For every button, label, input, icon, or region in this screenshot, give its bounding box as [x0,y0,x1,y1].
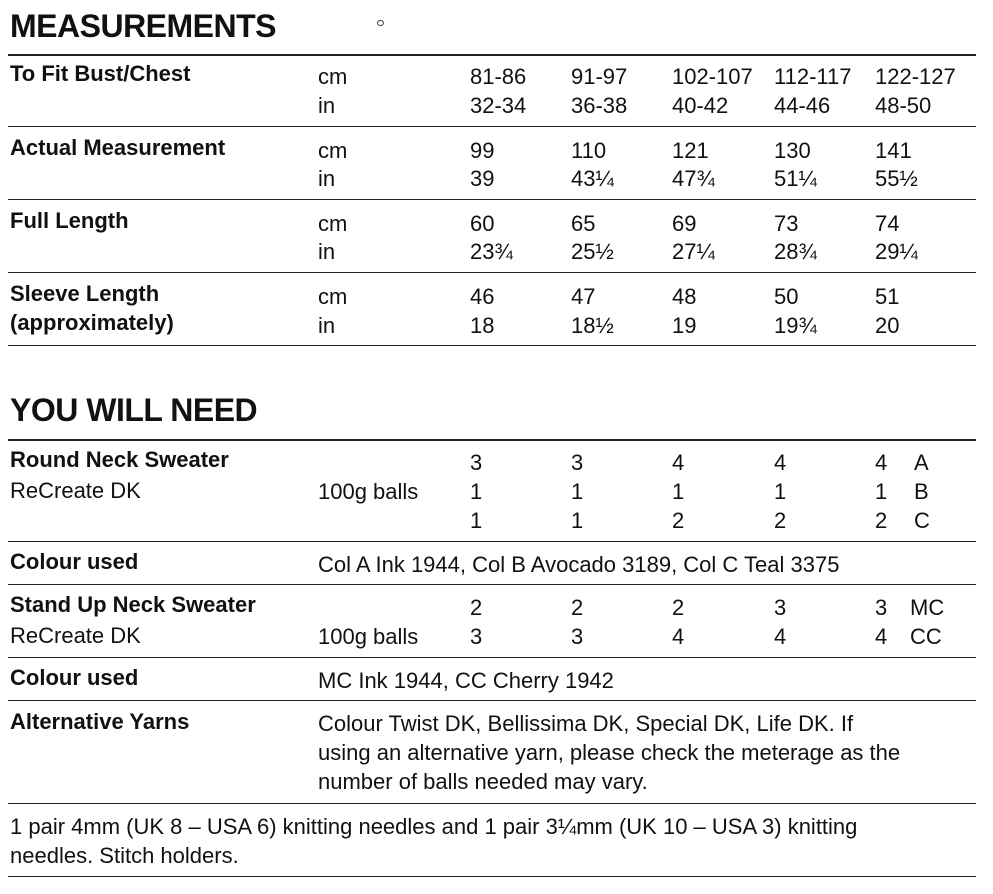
balls-B-size4: 1 [774,479,787,504]
balls-C-size1: 1 [470,508,483,533]
unit-cm: cm [318,211,348,236]
colour-code-MC: MC [910,595,945,620]
row-label: Sleeve Length [10,281,160,306]
round-neck-yarn: ReCreate DK [10,478,141,503]
value-cm-size5: 141 [875,138,912,163]
unit-in: in [318,93,336,118]
unit-cm: cm [318,138,348,163]
row-label: To Fit Bust/Chest [10,61,191,86]
value-cm-size2: 110 [571,138,607,163]
alternative-yarns-line-3: number of balls needed may vary. [318,769,648,794]
balls-MC-size1: 2 [470,595,483,620]
value-cm-size5: 51 [875,284,900,309]
value-in-size2: 18½ [571,313,614,338]
balls-CC-size4: 4 [774,624,787,649]
value-cm-size1: 46 [470,284,495,309]
value-cm-size1: 81-86 [470,64,527,89]
value-cm-size3: 102-107 [672,64,753,89]
value-in-size5: 55½ [875,166,918,191]
value-in-size1: 23¾ [470,239,513,264]
stand-neck-yarn: ReCreate DK [10,623,141,648]
balls-A-size2: 3 [571,450,584,475]
value-in-size2: 43¼ [571,166,614,191]
unit-in: in [318,313,336,338]
value-in-size5: 48-50 [875,93,932,118]
value-in-size1: 18 [470,313,495,338]
row-divider [8,657,976,658]
balls-CC-size1: 3 [470,624,483,649]
measurements-bottom-rule [8,345,976,346]
value-in-size4: 51¼ [774,166,817,191]
value-cm-size4: 50 [774,284,799,309]
balls-B-size5: 1 [875,479,888,504]
balls-B-size3: 1 [672,479,685,504]
value-cm-size2: 47 [571,284,596,309]
value-cm-size5: 122-127 [875,64,956,89]
balls-C-size4: 2 [774,508,787,533]
unit-in: in [318,239,336,264]
alternative-yarns-label: Alternative Yarns [10,709,190,734]
alternative-yarns-line-2: using an alternative yarn, please check the meterage as the [318,740,901,765]
balls-A-size3: 4 [672,450,685,475]
needles-line-2: needles. Stitch holders. [10,843,239,868]
value-in-size3: 40-42 [672,93,729,118]
value-cm-size3: 69 [672,211,697,236]
scan-speck [377,20,384,26]
value-cm-size1: 99 [470,138,495,163]
stand-neck-label: Stand Up Neck Sweater [10,592,256,617]
value-in-size3: 47¾ [672,166,715,191]
value-cm-size2: 91-97 [571,64,628,89]
row-divider [8,272,976,273]
balls-A-size4: 4 [774,450,787,475]
needles-line-1: 1 pair 4mm (UK 8 – USA 6) knitting needles and 1 pair 3¼mm (UK 10 – USA 3) knitting [10,814,858,839]
balls-C-size2: 1 [571,508,584,533]
value-cm-size1: 60 [470,211,495,236]
row-label-note: (approximately) [10,310,174,335]
value-cm-size4: 130 [774,138,811,163]
unit-cm: cm [318,284,348,309]
measurements-title: MEASUREMENTS [10,8,277,44]
you-will-need-title-rule [8,439,976,441]
value-cm-size3: 121 [672,138,709,163]
value-in-size2: 25½ [571,239,614,264]
value-in-size2: 36-38 [571,93,628,118]
balls-B-size2: 1 [571,479,584,504]
colour-code-C: C [914,508,930,533]
alternative-yarns-line-1: Colour Twist DK, Bellissima DK, Special DK, Life DK. If [318,711,854,736]
value-in-size1: 39 [470,166,495,191]
unit-in: in [318,166,336,191]
colour-used-text: Col A Ink 1944, Col B Avocado 3189, Col C Teal 3375 [318,552,840,577]
row-divider [8,541,976,542]
colour-code-CC: CC [910,624,942,649]
unit-cm: cm [318,64,348,89]
value-in-size5: 29¼ [875,239,918,264]
balls-MC-size5: 3 [875,595,888,620]
row-divider [8,584,976,585]
balls-A-size1: 3 [470,450,483,475]
you-will-need-title: YOU WILL NEED [10,392,258,428]
balls-CC-size5: 4 [875,624,888,649]
value-in-size3: 19 [672,313,697,338]
value-in-size4: 44-46 [774,93,831,118]
balls-CC-size3: 4 [672,624,685,649]
value-in-size4: 28¾ [774,239,817,264]
balls-MC-size4: 3 [774,595,787,620]
value-in-size3: 27¼ [672,239,715,264]
balls-MC-size3: 2 [672,595,685,620]
value-cm-size5: 74 [875,211,900,236]
row-label: Full Length [10,208,129,233]
row-divider [8,199,976,200]
row-divider [8,803,976,804]
balls-B-size1: 1 [470,479,483,504]
value-in-size1: 32-34 [470,93,527,118]
measurements-title-rule [8,54,976,56]
row-divider [8,126,976,127]
round-neck-label: Round Neck Sweater [10,447,229,472]
row-label: Actual Measurement [10,135,226,160]
colour-used-label: Colour used [10,665,139,690]
balls-A-size5: 4 [875,450,888,475]
bottom-rule [8,876,976,877]
value-in-size4: 19¾ [774,313,817,338]
value-cm-size4: 112-117 [774,64,852,89]
value-cm-size2: 65 [571,211,596,236]
colour-used-label: Colour used [10,549,139,574]
balls-MC-size2: 2 [571,595,584,620]
balls-CC-size2: 3 [571,624,584,649]
value-cm-size4: 73 [774,211,799,236]
round-neck-unit: 100g balls [318,479,419,504]
value-in-size5: 20 [875,313,900,338]
colour-code-B: B [914,479,929,504]
colour-used-text: MC Ink 1944, CC Cherry 1942 [318,668,614,693]
row-divider [8,700,976,701]
balls-C-size5: 2 [875,508,888,533]
stand-neck-unit: 100g balls [318,624,419,649]
value-cm-size3: 48 [672,284,697,309]
balls-C-size3: 2 [672,508,685,533]
colour-code-A: A [914,450,929,475]
